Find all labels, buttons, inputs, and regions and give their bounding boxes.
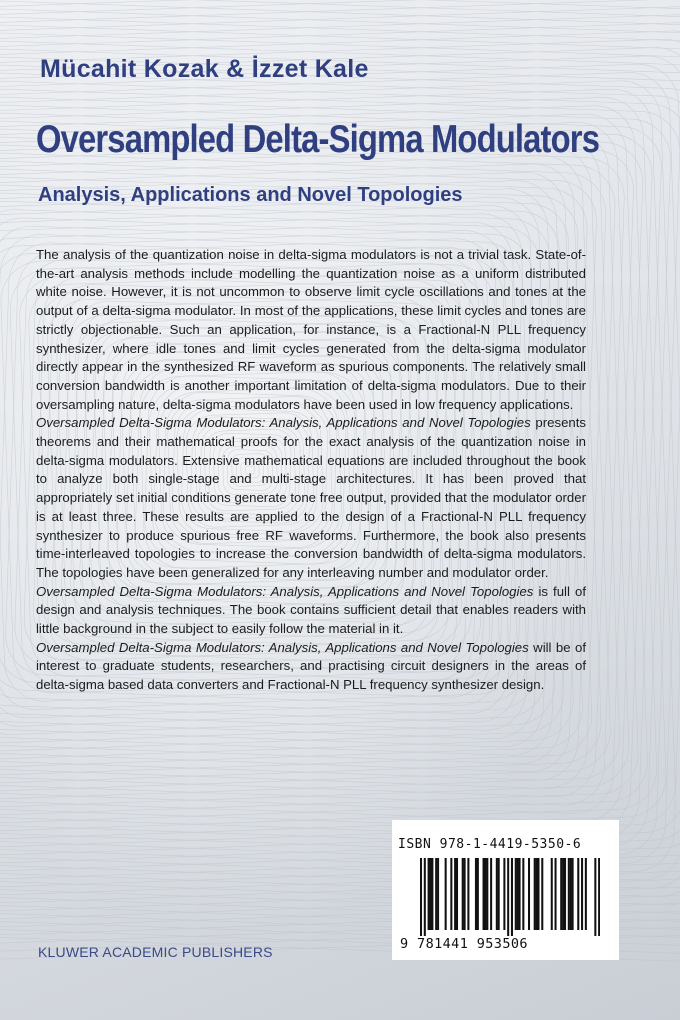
barcode-bar: [464, 858, 466, 930]
blurb-paragraph-3: [36, 583, 586, 639]
barcode-bar: [562, 858, 564, 930]
barcode-bar: [437, 858, 439, 930]
barcode-bar: [536, 858, 538, 930]
blurb-paragraph-4: [36, 639, 586, 695]
barcode-bar: [496, 858, 498, 930]
blurb-text-run: presents theorems and their mathematical proofs for the exact analysis of the quantization noise in delta-sigma modulators. Extensive mathematical equations are included throughout the book to analyze both single-stage and multi-stage architectures. It has been proved that appropriately set initial conditions generate tone free output, provided that the modulator order is at least three. These results are applied to the design of a Fractional-N PLL frequency synthesizer to produce spurious free RF waveforms. Furthermore, the book also presents time-interleaved topologies to increase the conversion bandwidth of delta-sigma modulators. The topologies have been generalized for any interleaving number and modulator order.: [36, 415, 586, 580]
barcode-bar: [507, 858, 509, 936]
barcode-bar: [435, 858, 437, 930]
blurb-text-run: will be of interest to graduate students, researchers, and practising circuit designers in the areas of delta-sigma based data converters and Fractional-N PLL frequency synthesizer design.: [36, 639, 586, 693]
barcode-bar: [585, 858, 587, 930]
blurb-title-ref: Oversampled Delta-Sigma Modulators: Analysis, Applications and Novel Topologies: [36, 583, 534, 599]
barcode-bar: [424, 858, 426, 936]
barcode-bar: [511, 858, 513, 936]
authors: Mücahit Kozak & İzzet Kale: [40, 55, 369, 83]
barcode-bar: [577, 858, 579, 930]
barcode-bar: [517, 858, 519, 930]
barcode-bar: [477, 858, 479, 930]
barcode-bar: [450, 858, 452, 930]
barcode-bar: [484, 858, 486, 930]
isbn-barcode: [392, 820, 619, 960]
barcode-bar: [454, 858, 456, 930]
barcode-bar: [428, 858, 430, 930]
barcode-bar: [564, 858, 566, 930]
barcode-bar: [522, 858, 524, 930]
barcode-bar: [560, 858, 562, 930]
blurb-paragraph-2: [36, 414, 586, 582]
barcode-bar: [420, 858, 422, 936]
barcode-bar: [462, 858, 464, 930]
barcode-bar: [490, 858, 492, 930]
barcode-bar: [431, 858, 433, 930]
blurb-text: [36, 246, 586, 695]
isbn-label: ISBN 978-1-4419-5350-6: [398, 837, 582, 852]
barcode-bar: [572, 858, 574, 930]
blurb-title-ref: Oversampled Delta-Sigma Modulators: Analysis, Applications and Novel Topologies: [36, 639, 529, 655]
barcode-bar: [475, 858, 477, 930]
publisher-name: KLUWER ACADEMIC PUBLISHERS: [38, 944, 273, 960]
blurb-title-ref: Oversampled Delta-Sigma Modulators: Analysis, Applications and Novel Topologies: [36, 415, 531, 431]
barcode-bar: [541, 858, 543, 930]
barcode-bar: [445, 858, 447, 930]
barcode-bar: [486, 858, 488, 930]
barcode-bar: [581, 858, 583, 930]
blurb-text-run: is full of design and analysis techniques. The book contains sufficient detail that enables readers with little background in the subject to easily follow the material in it.: [36, 583, 586, 637]
barcode-bar: [456, 858, 458, 930]
barcode-bar: [568, 858, 570, 930]
barcode-bar: [551, 858, 553, 930]
barcode-bar: [429, 858, 431, 930]
book-title: Oversampled Delta-Sigma Modulators: [36, 118, 600, 161]
barcode-bars: [420, 858, 600, 936]
barcode-bar: [598, 858, 600, 936]
barcode-bar: [528, 858, 530, 930]
barcode-bar: [537, 858, 539, 930]
barcode-bar: [570, 858, 572, 930]
book-subtitle: Analysis, Applications and Novel Topologies: [38, 184, 463, 206]
barcode-bar: [503, 858, 505, 930]
barcode-bar: [498, 858, 500, 930]
barcode-bar: [467, 858, 469, 930]
barcode-bar: [483, 858, 485, 930]
barcode-bar: [534, 858, 536, 930]
ean-digits: 9 781441 953506: [400, 936, 528, 952]
barcode-bar: [515, 858, 517, 930]
barcode-bar: [519, 858, 521, 930]
barcode-bar: [594, 858, 596, 936]
blurb-paragraph-1: The analysis of the quantization noise in delta-sigma modulators is not a trivial task. State-of-the-art analysis methods include modelling the quantization noise as a uniform distributed white noise. However, it is not uncommon to observe limit cycle oscillations and tones at the output of a delta-sigma modulator. In most of the applications, these limit cycles and tones are strictly objectionable. Such an application, for instance, is a Fractional-N PLL frequency synthesizer, where idle tones and limit cycles generated from the delta-sigma modulator directly appear in the synthesized RF waveform as spurious components. The relatively small conversion bandwidth is another important limitation of delta-sigma modulators. Due to their oversampling nature, delta-sigma modulators have been used in low frequency applications.: [36, 247, 586, 412]
barcode-bar: [555, 858, 557, 930]
